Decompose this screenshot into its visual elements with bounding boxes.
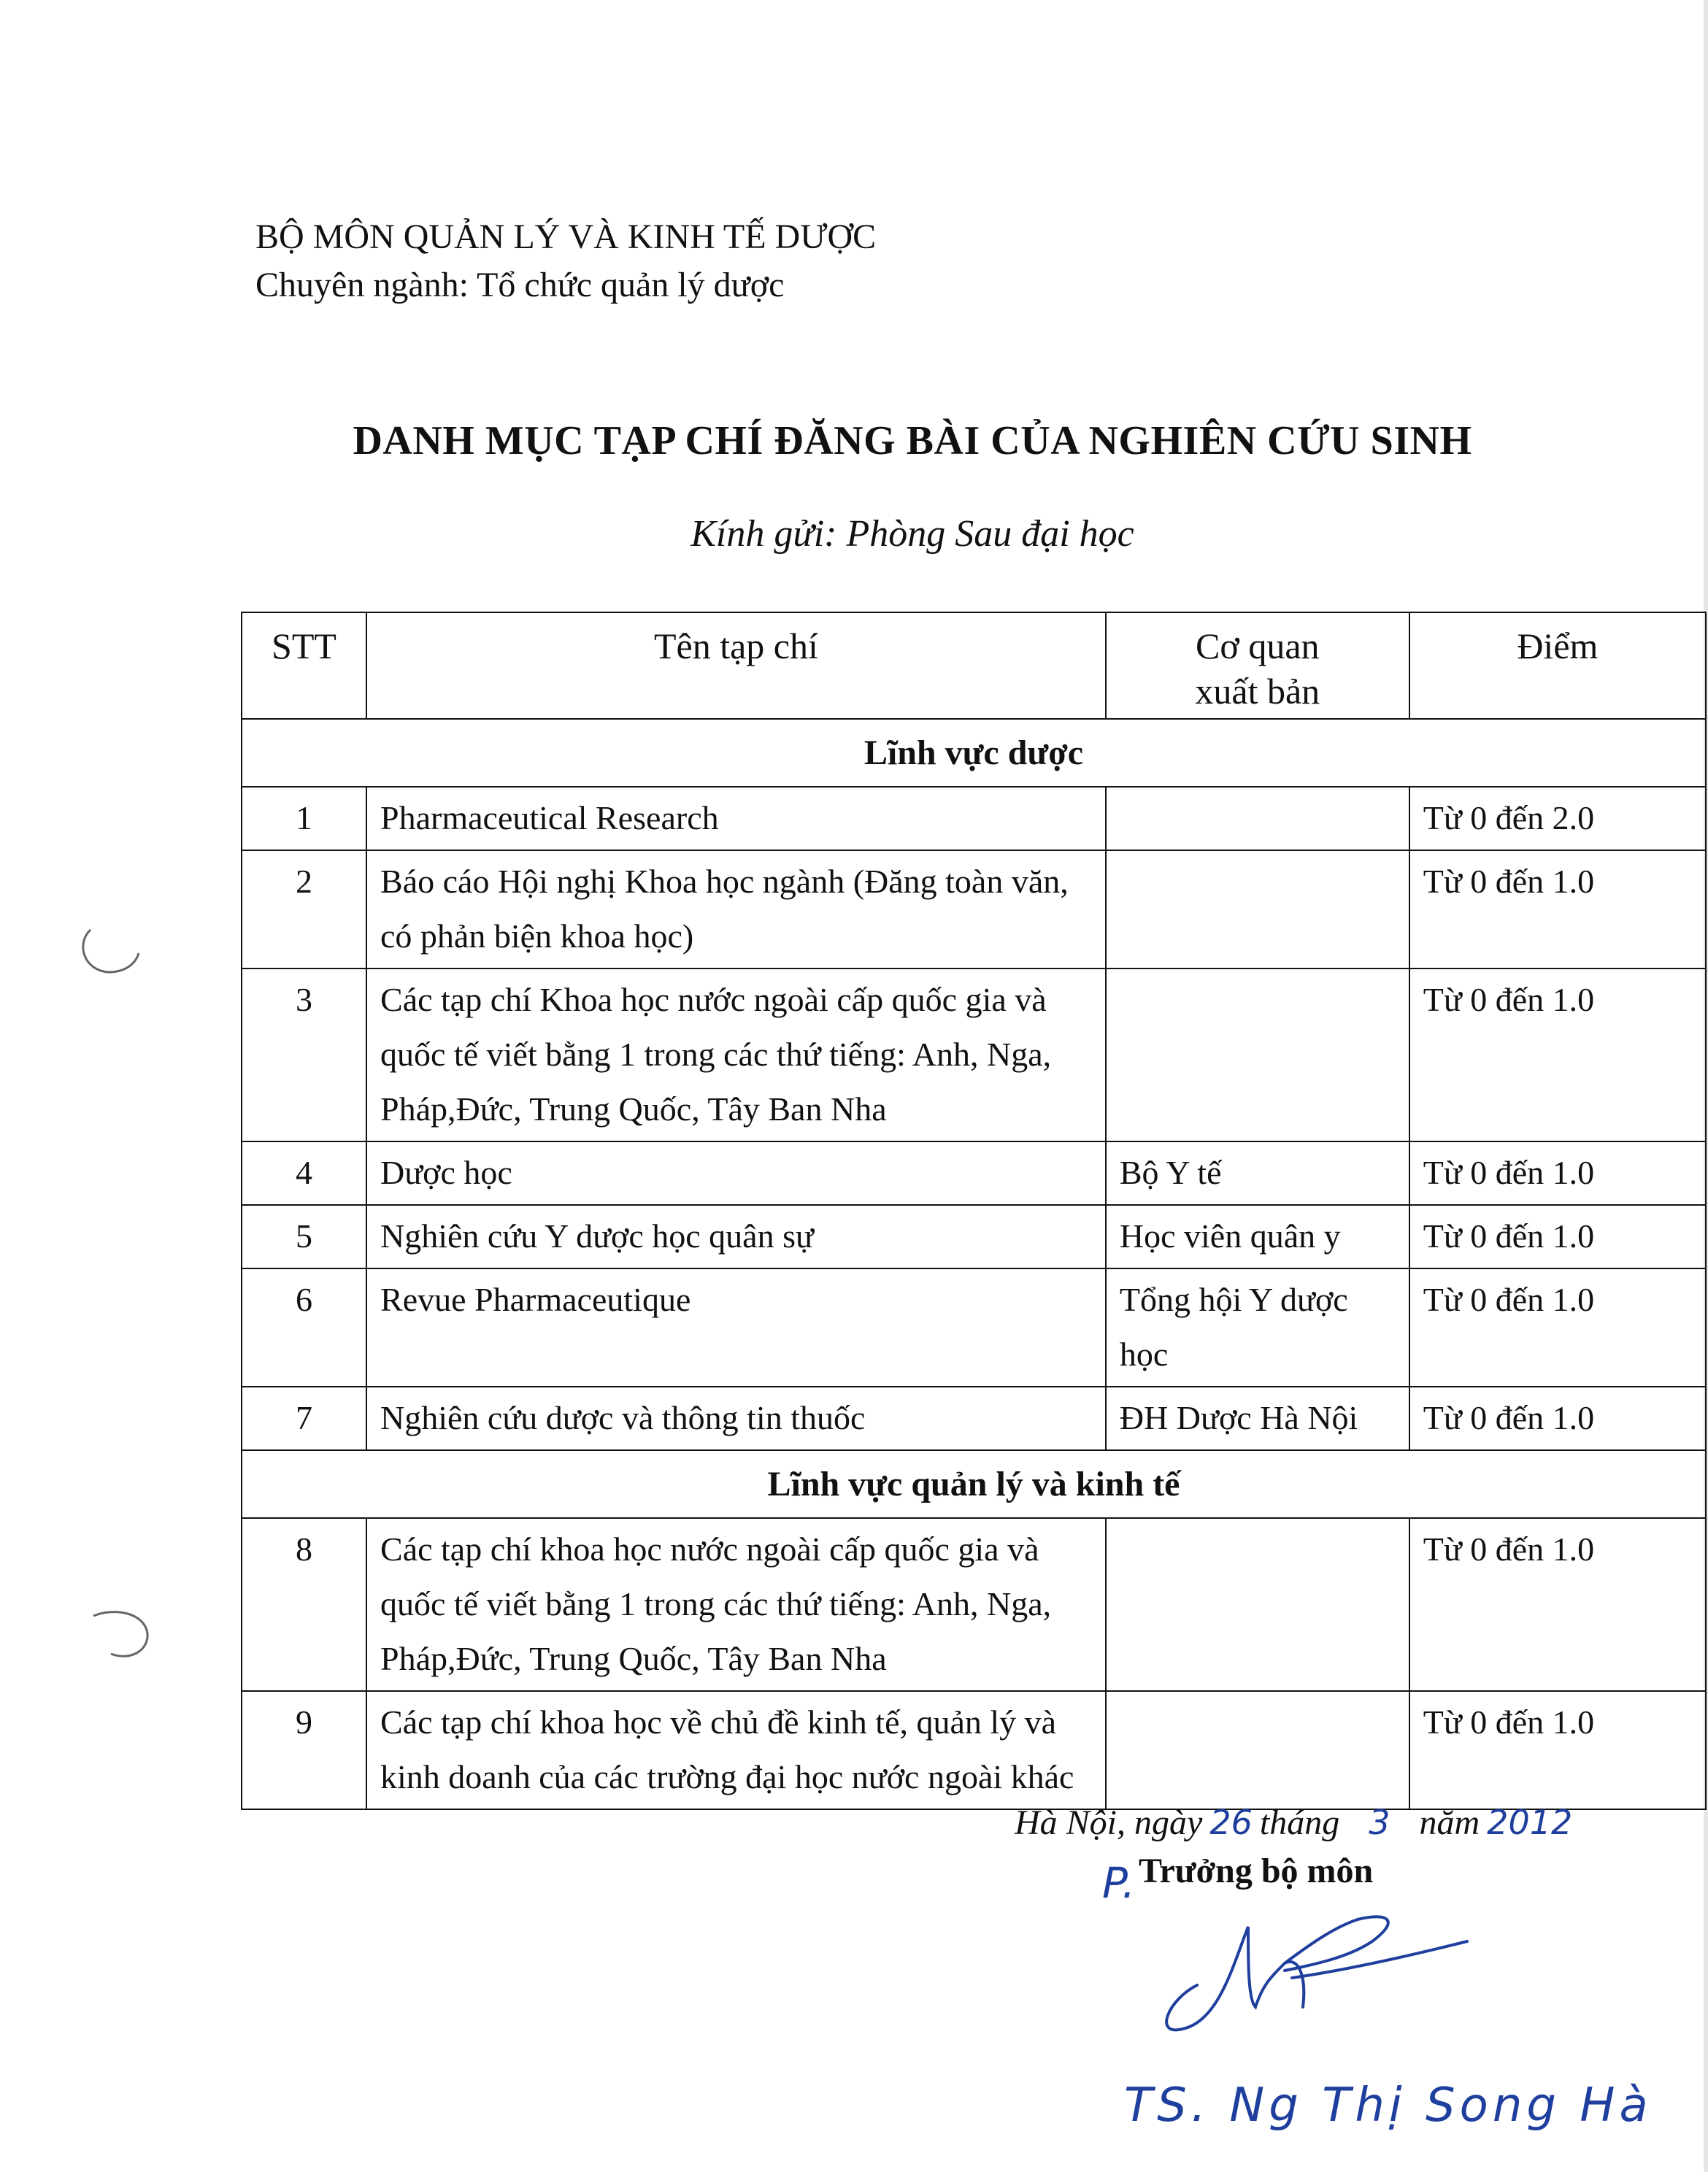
cell-score: Từ 0 đến 1.0 [1409, 1691, 1706, 1809]
place-date-line [1015, 1803, 1580, 1843]
cell-stt: 3 [242, 968, 366, 1141]
header-publisher [1106, 612, 1409, 719]
cell-stt: 5 [242, 1205, 366, 1268]
cell-journal: Nghiên cứu Y dược học quân sự [366, 1205, 1106, 1268]
header-publisher-line2: xuất bản [1195, 671, 1320, 712]
cell-publisher [1106, 787, 1409, 850]
table-row [242, 1268, 1706, 1387]
cell-publisher [1106, 968, 1409, 1141]
table-row [242, 968, 1706, 1141]
punch-hole-bottom [86, 1606, 152, 1664]
cell-stt: 2 [242, 850, 366, 968]
section-row [242, 719, 1706, 787]
cell-score: Từ 0 đến 1.0 [1409, 850, 1706, 968]
cell-journal: Các tạp chí khoa học nước ngoài cấp quốc gia và quốc tế viết bằng 1 trong các thứ tiếng: Anh, Nga, Pháp,Đức, Trung Quốc, Tây Ban Nha [366, 1518, 1106, 1691]
handwritten-month: 3 [1369, 1803, 1390, 1842]
cell-score: Từ 0 đến 2.0 [1409, 787, 1706, 850]
header-stt: STT [242, 612, 366, 719]
table-row [242, 1141, 1706, 1205]
cell-publisher [1106, 1518, 1409, 1691]
table-row [242, 1518, 1706, 1691]
recipient-line: Kính gửi: Phòng Sau đại học [690, 513, 1134, 555]
table-row [242, 1205, 1706, 1268]
cell-journal: Các tạp chí Khoa học nước ngoài cấp quốc gia và quốc tế viết bằng 1 trong các thứ tiếng: Anh, Nga, Pháp,Đức, Trung Quốc, Tây Ban Nha [366, 968, 1106, 1141]
punch-hole-top [76, 921, 142, 979]
department-header [255, 213, 876, 309]
cell-score: Từ 0 đến 1.0 [1409, 1141, 1706, 1205]
cell-publisher [1106, 1691, 1409, 1809]
document-title: DANH MỤC TẠP CHÍ ĐĂNG BÀI CỦA NGHIÊN CỨU SINH [353, 418, 1472, 463]
section-title: Lĩnh vực quản lý và kinh tế [242, 1450, 1706, 1518]
cell-stt: 9 [242, 1691, 366, 1809]
cell-score: Từ 0 đến 1.0 [1409, 1205, 1706, 1268]
handwritten-year: 2012 [1487, 1803, 1573, 1842]
department-name: BỘ MÔN QUẢN LÝ VÀ KINH TẾ DƯỢC [255, 217, 877, 256]
cell-publisher: Bộ Y tế [1106, 1141, 1409, 1205]
cell-score: Từ 0 đến 1.0 [1409, 1268, 1706, 1387]
cell-journal: Nghiên cứu dược và thông tin thuốc [366, 1387, 1106, 1450]
cell-journal: Dược học [366, 1141, 1106, 1205]
cell-stt: 8 [242, 1518, 366, 1691]
cell-journal: Báo cáo Hội nghị Khoa học ngành (Đăng toàn văn, có phản biện khoa học) [366, 850, 1106, 968]
year-label: năm [1419, 1803, 1480, 1842]
cell-publisher: Tổng hội Y dược học [1106, 1268, 1409, 1387]
header-publisher-line1: Cơ quan [1196, 625, 1320, 666]
cell-stt: 4 [242, 1141, 366, 1205]
header-journal: Tên tạp chí [366, 612, 1106, 719]
cell-score: Từ 0 đến 1.0 [1409, 968, 1706, 1141]
signer-role: Trưởng bộ môn [1139, 1852, 1374, 1890]
month-label: tháng [1259, 1803, 1340, 1842]
specialization: Chuyên ngành: Tổ chức quản lý dược [255, 266, 785, 304]
cell-publisher: ĐH Dược Hà Nội [1106, 1387, 1409, 1450]
table-row [242, 787, 1706, 850]
table-row [242, 1387, 1706, 1450]
cell-stt: 1 [242, 787, 366, 850]
table-row [242, 850, 1706, 968]
cell-publisher: Học viên quân y [1106, 1205, 1409, 1268]
header-score: Điểm [1409, 612, 1706, 719]
place-label: Hà Nội, ngày [1015, 1803, 1203, 1842]
cell-journal: Revue Pharmaceutique [366, 1268, 1106, 1387]
signature [1139, 1898, 1474, 2044]
section-title: Lĩnh vực dược [242, 719, 1706, 787]
handwritten-p-mark: P. [1102, 1858, 1136, 1908]
handwritten-day: 26 [1209, 1803, 1253, 1842]
section-row [242, 1450, 1706, 1518]
table-header-row [242, 612, 1706, 719]
cell-score: Từ 0 đến 1.0 [1409, 1518, 1706, 1691]
journal-table [241, 612, 1707, 1810]
cell-journal: Pharmaceutical Research [366, 787, 1106, 850]
cell-journal: Các tạp chí khoa học về chủ đề kinh tế, quản lý và kinh doanh của các trường đại học nước ngoài khác [366, 1691, 1106, 1809]
cell-stt: 7 [242, 1387, 366, 1450]
table-row [242, 1691, 1706, 1809]
cell-stt: 6 [242, 1268, 366, 1387]
handwritten-signer-name: TS. Ng Thị Song Hà [1124, 2079, 1653, 2133]
cell-publisher [1106, 850, 1409, 968]
cell-score: Từ 0 đến 1.0 [1409, 1387, 1706, 1450]
